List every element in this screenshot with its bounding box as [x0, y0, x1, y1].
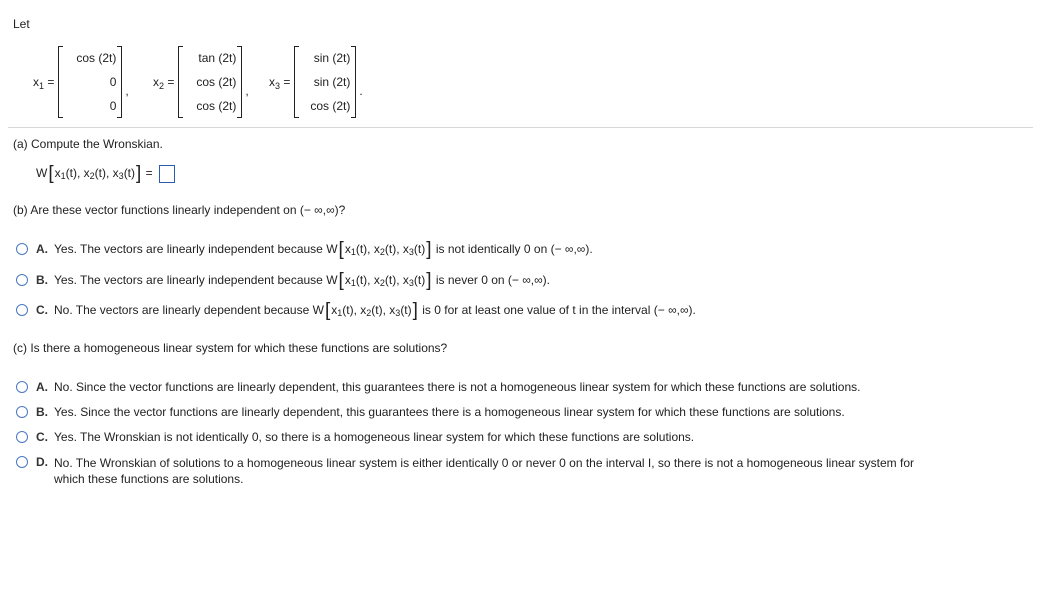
radio-button[interactable]	[16, 304, 28, 316]
part-a-question: (a) Compute the Wronskian.	[13, 137, 163, 151]
matrix-entry: cos (2t)	[310, 99, 351, 113]
intro-text: Let	[13, 17, 30, 31]
wronskian-answer-row	[36, 165, 175, 183]
option-text: Yes. Since the vector functions are linearly dependent, this guarantees there is a homogeneous linear system for which these functions are solutions.	[54, 405, 845, 419]
option-text: Yes. The vectors are linearly independent because W [ x 1 (t) , x 2 (t) , x 3 (t) ] is not identically 0 on (− ∞,∞).	[54, 239, 593, 260]
option-text: Yes. The Wronskian is not identically 0, so there is a homogeneous linear system for which these functions are solutions.	[54, 430, 695, 444]
part-c-question: (c) Is there a homogeneous linear system for which these functions are solutions?	[13, 341, 448, 355]
separator: ,	[125, 84, 129, 98]
option-c-c[interactable]	[16, 430, 694, 444]
option-c-a[interactable]	[16, 380, 860, 394]
vector-x2-label: $x_2$ =	[153, 75, 175, 91]
separator: .	[359, 84, 363, 98]
matrix-entry: 0	[109, 75, 117, 89]
vector-x1-label: $x_1$ =	[33, 75, 55, 91]
option-c-d[interactable]	[16, 455, 989, 487]
radio-button[interactable]	[16, 456, 28, 468]
radio-button[interactable]	[16, 431, 28, 443]
option-letter: B.	[36, 273, 48, 287]
radio-button[interactable]	[16, 406, 28, 418]
vector-x1	[33, 46, 129, 118]
vector-x2-matrix	[178, 46, 242, 118]
radio-button[interactable]	[16, 243, 28, 255]
option-text: Yes. The vectors are linearly independent because W [ x 1 (t) , x 2 (t) , x 3 (t) ] is never 0 on (− ∞,∞).	[54, 270, 550, 291]
radio-button[interactable]	[16, 381, 28, 393]
option-letter: B.	[36, 405, 48, 419]
option-letter: C.	[36, 430, 48, 444]
vector-x3-label: $x_3$ =	[269, 75, 291, 91]
option-text: No. Since the vector functions are linearly dependent, this guarantees there is not a homogeneous linear system for which these functions are solutions.	[54, 380, 861, 394]
matrix-entry: cos (2t)	[196, 99, 237, 113]
matrix-entry: tan (2t)	[198, 51, 237, 65]
option-b-c[interactable]	[16, 300, 696, 321]
option-b-a[interactable]	[16, 239, 593, 260]
part-b-question: (b) Are these vector functions linearly independent on (− ∞,∞)?	[13, 203, 346, 217]
radio-button[interactable]	[16, 274, 28, 286]
matrix-entry: cos (2t)	[76, 51, 117, 65]
option-c-b[interactable]	[16, 405, 845, 419]
divider	[8, 127, 1033, 128]
matrix-entry: sin (2t)	[313, 51, 351, 65]
separator: ,	[245, 84, 249, 98]
vector-x1-matrix	[58, 46, 122, 118]
wronskian-answer-input[interactable]	[159, 165, 175, 183]
matrix-entry: sin (2t)	[313, 75, 351, 89]
option-letter: A.	[36, 380, 48, 394]
option-letter: A.	[36, 242, 48, 256]
vector-x2	[153, 46, 249, 118]
matrix-entry: 0	[109, 99, 117, 113]
option-b-b[interactable]	[16, 270, 550, 291]
matrix-entry: cos (2t)	[196, 75, 237, 89]
option-text: No. The Wronskian of solutions to a homogeneous linear system is either identically 0 or never 0 on the interval I, so there is not a homogeneous linear system for which these functions are solutions.	[54, 456, 915, 486]
option-text: No. The vectors are linearly dependent because W [ x 1 (t) , x 2 (t) , x 3 (t) ] is 0 for at least one value of t in the interval (− ∞,∞).	[54, 300, 696, 321]
vector-x3-matrix	[294, 46, 356, 118]
vector-x3	[269, 46, 363, 118]
wronskian-expression: W [ x 1 (t) , x 2 (t) , x 3 (t) ] =	[36, 163, 153, 185]
option-letter: C.	[36, 303, 48, 317]
option-letter: D.	[36, 455, 48, 469]
